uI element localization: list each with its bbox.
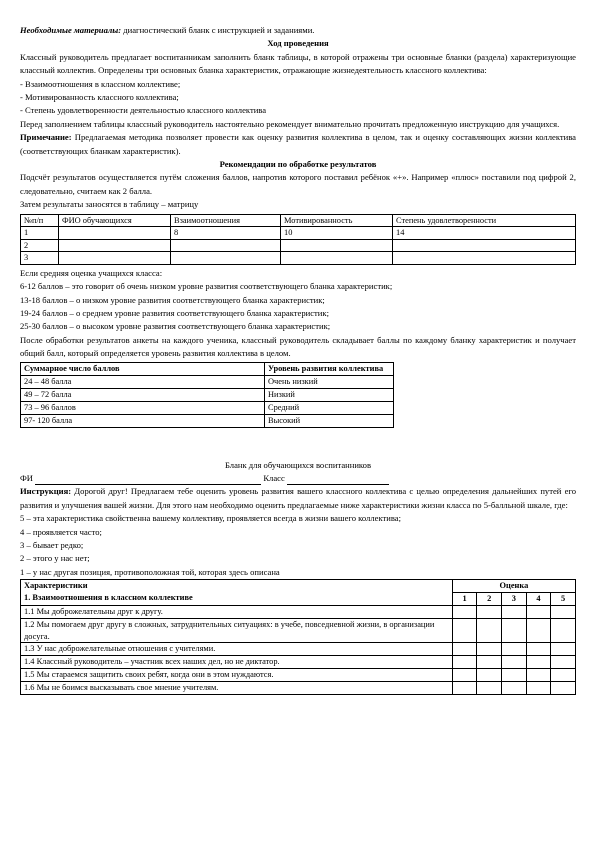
score-column-header: 5 [551,593,576,606]
score-cell[interactable] [452,619,477,643]
level-line: 13-18 баллов – о низком уровне развития соответствующего бланка характеристик; [20,294,325,305]
score-cell[interactable] [551,682,576,695]
table-row [21,375,394,388]
header-cell: ФИО обучающихся [59,214,171,227]
score-cell[interactable] [502,669,527,682]
table-cell: 97- 120 балла [21,414,265,427]
table-cell [59,239,171,252]
header-cell: Уровень развития коллектива [265,362,394,375]
class-label: Класс [263,472,285,483]
header-cell: Суммарное число баллов [21,362,265,375]
recommend-title: Рекомендации по обработке результатов [219,159,377,170]
score-cell[interactable] [477,656,502,669]
table-cell: 10 [281,227,393,240]
average-intro: Если средняя оценка учащихся класса: [20,267,163,278]
score-cell[interactable] [551,669,576,682]
matrix-intro: Затем результаты заносятся в таблицу – матрицу [20,199,199,210]
score-cell[interactable] [526,682,551,695]
instruction-label: Инструкция: [20,486,72,497]
table-cell [171,239,281,252]
score-cell[interactable] [551,619,576,643]
score-cell[interactable] [526,656,551,669]
rating-table [20,579,576,695]
table-row [21,606,576,619]
table-cell [171,252,281,265]
materials-text: диагностический бланк с инструкцией и заданиями. [121,25,315,35]
course-title: Ход проведения [267,38,329,49]
table-cell: Очень низкий [265,375,394,388]
level-line: 6-12 баллов – это говорит об очень низком уровне развития соответствующего бланка характеристик; [20,281,393,292]
header-cell: Оценка [452,580,575,593]
score-column-header: 2 [477,593,502,606]
scale-line: 4 – проявляется часто; [20,526,102,537]
score-cell[interactable] [452,682,477,695]
scale-line: 3 – бывает редко; [20,539,84,550]
table-cell [281,239,393,252]
bullet-item: - Взаимоотношения в классном коллективе; [20,78,181,89]
score-column-header: 3 [502,593,527,606]
table-cell: 2 [21,239,59,252]
table-row [21,669,576,682]
table-cell: 14 [393,227,576,240]
score-cell[interactable] [526,643,551,656]
table-cell [393,252,576,265]
header-cell: №п/п [21,214,59,227]
section-title: 1. Взаимоотношения в классном коллективе [24,592,193,602]
score-cell[interactable] [526,669,551,682]
materials-label: Необходимые материалы: [20,25,122,35]
table-row [21,682,576,695]
table-row [21,643,576,656]
score-cell[interactable] [502,682,527,695]
summary-table [20,362,394,428]
table-cell: 1.1 Мы доброжелательны друг к другу. [21,606,453,619]
table-row [21,656,576,669]
table-cell: 1.4 Классный руководитель – участник всех наших дел, но не диктатор. [21,656,453,669]
materials-line [20,24,576,37]
score-cell[interactable] [502,619,527,643]
section-spacer [20,430,576,459]
score-cell[interactable] [452,643,477,656]
table-row [21,252,576,265]
fi-label: ФИ [20,472,33,483]
table-row [21,414,394,427]
before-fill-paragraph: Перед заполнением таблицы классный руководитель настоятельно рекомендует внимательно прочитать предложенную инструкцию для учащихся. [20,118,560,129]
scale-line: 2 – этого у нас нет; [20,553,90,564]
table-cell: 49 – 72 балла [21,388,265,401]
table-cell [393,239,576,252]
score-cell[interactable] [477,606,502,619]
header-cell: Взаимоотношения [171,214,281,227]
instruction-paragraph [20,485,576,512]
score-cell[interactable] [452,669,477,682]
table-cell: 1.2 Мы помогаем друг другу в сложных, затруднительных ситуациях: в учебе, повседневной жизни, в организации досуга. [21,619,453,643]
score-column-header: 4 [526,593,551,606]
table-row [21,239,576,252]
score-cell[interactable] [452,606,477,619]
score-cell[interactable] [502,643,527,656]
scale-line: 1 – у нас другая позиция, противоположная той, которая здесь описана [20,566,280,577]
bullet-item: - Мотивированность классного коллектива; [20,92,179,103]
table-cell: 24 – 48 балла [21,375,265,388]
table-cell: Низкий [265,388,394,401]
table-cell: 1 [21,227,59,240]
table-row [21,388,394,401]
after-processing-paragraph: После обработки результатов анкеты на каждого ученика, классный руководитель складывает баллы по каждому бланку характеристик и получает общий балл, который определяется уровень развития коллектива в целом. [20,334,576,359]
table-cell [59,227,171,240]
fi-class-line [20,472,576,485]
header-characteristics: Характеристики [24,581,88,591]
header-cell: Мотивированность [281,214,393,227]
instruction-text: Дорогой друг! Предлагаем тебе оценить уровень развития вашего классного коллектива с целью определения дальнейших путей его развития и улучшения вашей жизни. Для этого нам необходимо оценить предлагаемые ниже характеристики жизни класса по 5-балльной шкале, где: [20,486,576,510]
score-cell[interactable] [502,606,527,619]
level-line: 19-24 баллов – о среднем уровне развития соответствующего бланка характеристик; [20,307,329,318]
score-cell[interactable] [526,606,551,619]
header-cell: Степень удовлетворенности [393,214,576,227]
score-column-header: 1 [452,593,477,606]
count-paragraph: Подсчёт результатов осуществляется путём сложения баллов, напротив которого поставил ребёнок «+». Например «плюс» поставили под цифрой 2, следовательно, считаем как 2 балла. [20,172,576,196]
header-cell [21,580,453,606]
table-cell: 1.6 Мы не боимся высказывать свое мнение учителям. [21,682,453,695]
bullet-item: - Степень удовлетворенности деятельностью классного коллектива [20,105,267,116]
score-cell[interactable] [477,619,502,643]
score-cell[interactable] [452,656,477,669]
table-cell: 8 [171,227,281,240]
note-paragraph [20,131,576,158]
table-header-row [21,214,576,227]
table-row [21,227,576,240]
note-label: Примечание: [20,132,72,143]
table-header-row [21,362,394,375]
table-cell: Высокий [265,414,394,427]
document-page [20,24,576,695]
table-cell [281,252,393,265]
score-cell[interactable] [551,643,576,656]
score-cell[interactable] [551,656,576,669]
table-cell [59,252,171,265]
score-cell[interactable] [502,656,527,669]
score-cell[interactable] [551,606,576,619]
table-cell: 1.3 У нас доброжелательные отношения с учителями. [21,643,453,656]
scale-line: 5 – эта характеристика свойственна вашему коллективу, проявляется всегда в жизни вашего коллектива; [20,513,402,524]
table-header-row [21,580,576,593]
score-cell[interactable] [526,619,551,643]
score-cell[interactable] [477,643,502,656]
score-cell[interactable] [477,682,502,695]
table-cell: 73 – 96 баллов [21,401,265,414]
score-cell[interactable] [477,669,502,682]
table-cell: Средний [265,401,394,414]
note-text: Предлагаемая методика позволяет провести как оценку развития коллектива в целом, так и оценку составляющих жизни коллектива (соответствующих бланкам характеристик). [20,132,576,156]
blank-title: Бланк для обучающихся воспитанников [224,459,372,470]
level-line: 25-30 баллов – о высоком уровне развития соответствующего бланка характеристик; [20,321,331,332]
table-cell: 3 [21,252,59,265]
intro-paragraph: Классный руководитель предлагает воспитанникам заполнить бланк таблицы, в которой отражены три основные бланки (раздела) характеризующие классный коллектив. Определены три основных бланка характеристик, отражающие жизнедеятельность классного коллектива: [20,51,576,76]
matrix-table [20,214,576,265]
table-row [21,401,394,414]
table-cell: 1.5 Мы стараемся защитить своих ребят, когда они в этом нуждаются. [21,669,453,682]
table-row [21,619,576,643]
